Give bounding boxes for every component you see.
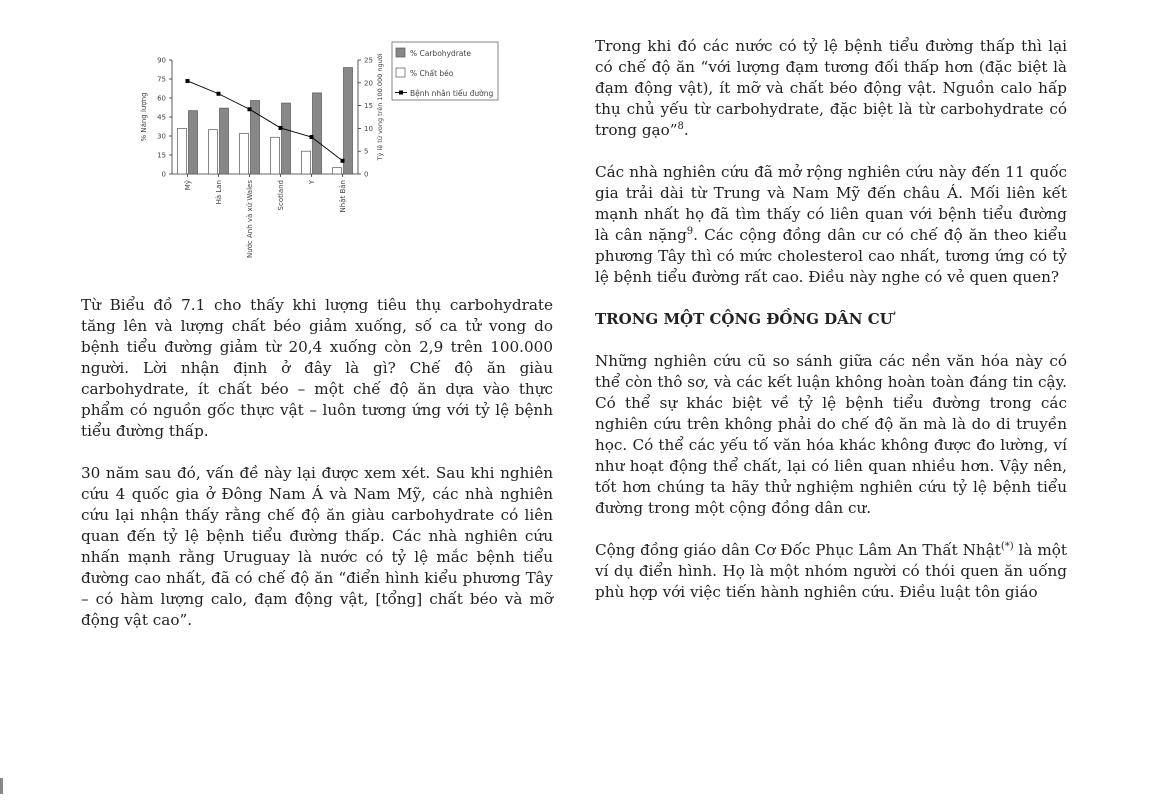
y-tick-label-left: 60 [157, 94, 166, 103]
point-diabetes [217, 92, 221, 96]
paragraph-text: Trong khi đó các nước có tỷ lệ bệnh tiểu đường thấp thì lại có chế độ ăn “với lượng đạm tương đối thấp hơn (đặc biệt là đạm động vật), ít mỡ và chất béo động vật. Nguồn calo hấp thụ chủ yếu từ carbohydrate, đặc biệt là từ carbohydrate có trong gạo” [595, 37, 1067, 139]
y-tick-label-left: 30 [157, 132, 166, 141]
x-tick-label: Nước Anh và xứ Wales [246, 180, 254, 259]
paragraph-end: . Các cộng đồng dân cư có chế độ ăn theo kiểu phương Tây thì có mức cholesterol cao nhất, tương ứng có tỷ lệ bệnh tiểu đường rất cao. Điều này nghe có vẻ quen quen? [595, 226, 1067, 286]
y-tick-label-right: 20 [364, 79, 373, 88]
footnote-ref[interactable]: 9 [686, 225, 694, 237]
y-tick-label-left: 0 [161, 170, 166, 179]
point-diabetes [310, 135, 314, 139]
right-column [595, 36, 1067, 624]
y-tick-label-left: 90 [157, 56, 166, 65]
y-tick-label-left: 45 [157, 113, 166, 122]
y-tick-label-right: 0 [364, 170, 369, 179]
point-diabetes [341, 159, 345, 163]
y-axis-label-right: Tỷ lệ tử vong trên 100.000 người [376, 53, 384, 161]
x-tick-label: Scotland [277, 180, 285, 211]
bar-fat [333, 168, 342, 174]
bar-carbohydrate [344, 68, 353, 174]
point-diabetes [186, 79, 190, 83]
footnote-ref[interactable]: 8 [677, 120, 684, 132]
y-tick-label-right: 10 [364, 124, 373, 133]
paragraph [595, 540, 1067, 603]
x-tick-label: Hà Lan [215, 180, 223, 205]
y-tick-label-right: 15 [364, 102, 373, 111]
y-axis-label-left: % Năng lượng [140, 92, 148, 142]
paragraph: Từ Biểu đồ 7.1 cho thấy khi lượng tiêu thụ carbohydrate tăng lên và lượng chất béo giảm xuống, số ca tử vong do bệnh tiểu đường giảm từ 20,4 xuống còn 2,9 trên 100.000 người. Lời nhận định ở đây là gì? Chế độ ăn giàu carbohydrate, ít chất béo – một chế độ ăn dựa vào thực phẩm có nguồn gốc thực vật – luôn tương ứng với tỷ lệ bệnh tiểu đường thấp. [81, 296, 553, 440]
legend-label: Bệnh nhân tiểu đường [410, 89, 494, 98]
paragraph-text: Cộng đồng giáo dân Cơ Đốc Phục Lâm An Thất Nhật [595, 541, 1001, 559]
bar-carbohydrate [189, 111, 198, 174]
bar-fat [209, 130, 218, 174]
legend-label: % Chất béo [410, 69, 454, 78]
legend-label: % Carbohydrate [410, 49, 471, 58]
left-column [81, 295, 553, 652]
paragraph-end: là một ví dụ điển hình. Họ là một nhóm người có thói quen ăn uống phù hợp với việc tiến hành nghiên cứu. Điều luật tôn giáo [595, 541, 1067, 601]
bar-fat [271, 137, 280, 174]
section-heading: TRONG MỘT CỘNG ĐỒNG DÂN CƯ [595, 310, 893, 328]
legend-swatch-carbohydrate [396, 48, 405, 57]
x-tick-label: Mỹ [184, 180, 192, 191]
bar-carbohydrate [313, 93, 322, 174]
bar-carbohydrate [282, 103, 291, 174]
paragraph: Những nghiên cứu cũ so sánh giữa các nền văn hóa này có thể còn thô sơ, và các kết luận không hoàn toàn đáng tin cậy. Có thể sự khác biệt về tỷ lệ bệnh tiểu đường trong các nghiên cứu trên không phải do chế độ ăn mà là do di truyền học. Có thể các yếu tố văn hóa khác không được đo lường, ví như hoạt động thể chất, lại có liên quan nhiều hơn. Vậy nên, tốt hơn chúng ta hãy thử nghiệm nghiên cứu tỷ lệ bệnh tiểu đường trong một cộng đồng dân cư. [595, 352, 1067, 517]
bar-carbohydrate [220, 108, 229, 174]
paragraph-end: . [683, 121, 689, 139]
point-diabetes [279, 126, 283, 130]
legend-swatch-fat [396, 68, 405, 77]
footnote-ref[interactable]: (*) [1000, 540, 1014, 552]
paragraph [595, 36, 1067, 141]
y-tick-label-left: 75 [157, 75, 166, 84]
bar-fat [240, 133, 249, 174]
bar-fat [178, 128, 187, 174]
x-tick-label: Ý [308, 180, 316, 185]
paragraph: 30 năm sau đó, vấn đề này lại được xem xét. Sau khi nghiên cứu 4 quốc gia ở Đông Nam Á và Nam Mỹ, các nhà nghiên cứu lại nhận thấy rằng chế độ ăn giàu carbohydrate có liên quan đến tỷ lệ bệnh tiểu đường thấp. Các nhà nghiên cứu nhấn mạnh rằng Uruguay là nước có tỷ lệ mắc bệnh tiểu đường cao nhất, đã có chế độ ăn “điển hình kiểu phương Tây – có hàm lượng calo, đạm động vật, [tổng] chất béo và mỡ động vật cao”. [81, 464, 553, 629]
page-edge-mark [0, 778, 3, 794]
paragraph [595, 162, 1067, 288]
paragraph-text: Các nhà nghiên cứu đã mở rộng nghiên cứu này đến 11 quốc gia trải dài từ Trung và Nam Mỹ đến châu Á. Mối liên kết mạnh nhất họ đã tìm thấy có liên quan với bệnh tiểu đường là cân nặng [595, 163, 1067, 244]
chart [130, 38, 510, 278]
point-diabetes [248, 107, 252, 111]
bar-fat [302, 151, 311, 174]
y-tick-label-left: 15 [157, 151, 166, 160]
legend-swatch-point [399, 91, 403, 95]
x-tick-label: Nhật Bản [339, 180, 347, 213]
bar-carbohydrate [251, 101, 260, 174]
y-tick-label-right: 5 [364, 147, 369, 156]
y-tick-label-right: 25 [364, 56, 373, 65]
